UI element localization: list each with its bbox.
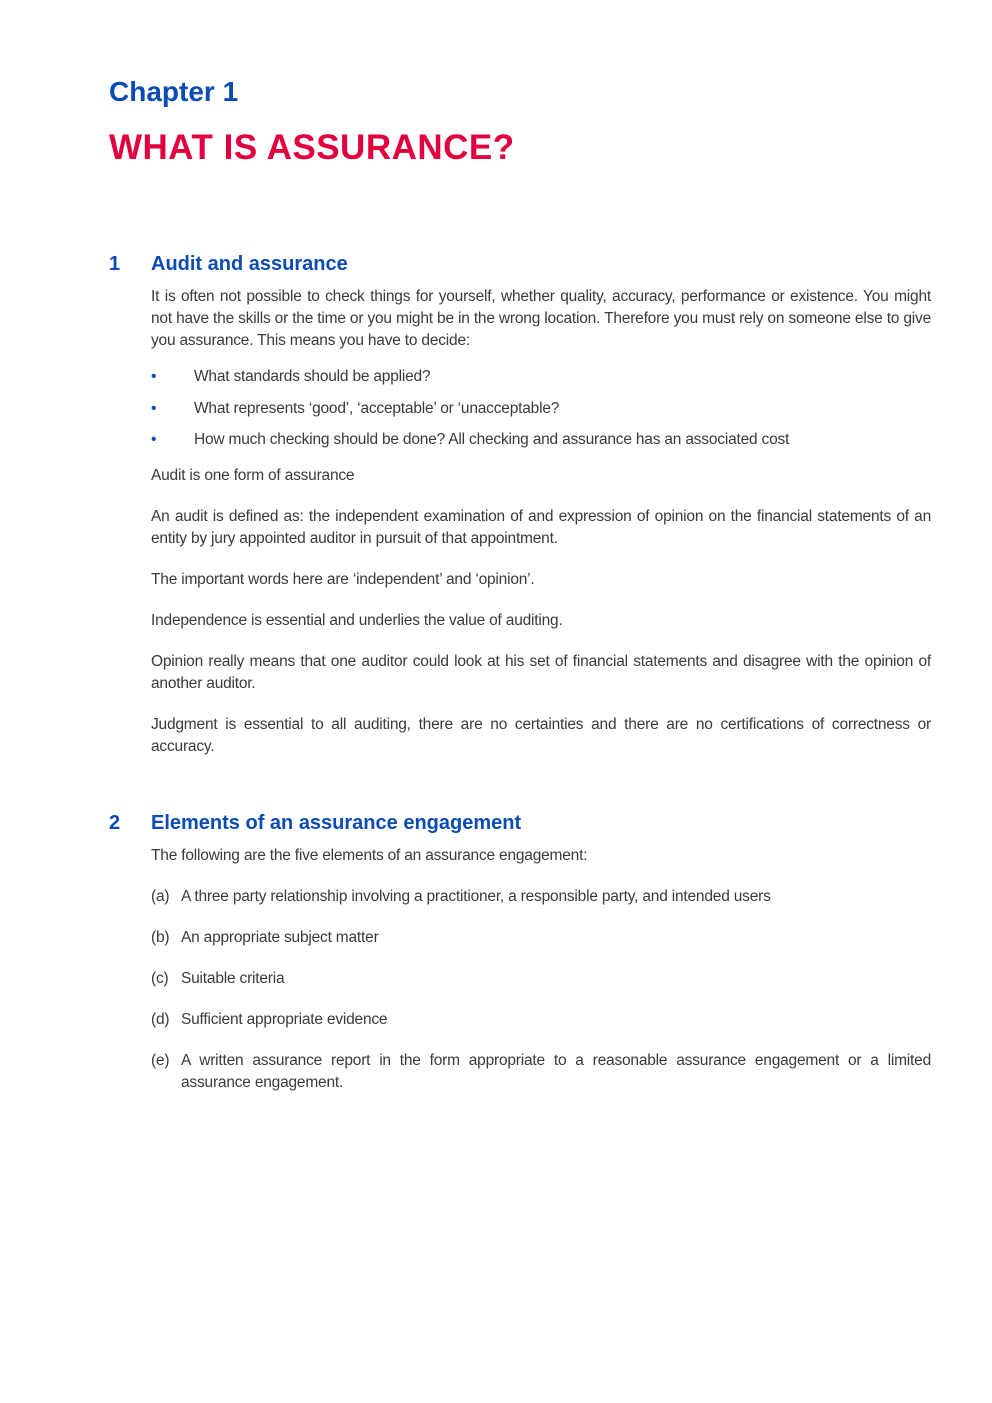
list-item <box>151 968 931 990</box>
list-item <box>151 927 931 949</box>
bullet-icon: • <box>151 400 157 417</box>
section-2-intro: The following are the five elements of an assurance engagement: <box>151 847 588 864</box>
list-text: A three party relationship involving a practitioner, a responsible party, and intended users <box>181 888 771 905</box>
list-text: An appropriate subject matter <box>181 929 379 946</box>
section-title: Elements of an assurance engagement <box>151 812 522 834</box>
section-1-intro: It is often not possible to check things for yourself, whether quality, accuracy, performance or existence. You might not have the skills or the time or you might be in the wrong location. Therefore you must rely on someone else to give you assurance. This means you have to decide: <box>151 288 931 349</box>
chapter-label: Chapter 1 <box>109 76 239 107</box>
list-marker: (d) <box>151 1011 170 1028</box>
list-text: Sufficient appropriate evidence <box>181 1011 388 1028</box>
list-marker: (a) <box>151 888 170 905</box>
list-marker: (c) <box>151 970 169 987</box>
paragraph: Audit is one form of assurance <box>151 467 355 484</box>
section-number: 1 <box>109 253 121 275</box>
bullet-icon: • <box>151 431 157 448</box>
bullet-text: What standards should be applied? <box>194 368 431 385</box>
section-number: 2 <box>109 812 121 834</box>
list-item <box>151 1009 931 1031</box>
bullet-text: What represents ‘good’, ‘acceptable’ or ‘unacceptable? <box>194 400 560 417</box>
paragraph: Opinion really means that one auditor could look at his set of financial statements and disagree with the opinion of another auditor. <box>151 653 931 692</box>
list-marker: (e) <box>151 1052 170 1069</box>
paragraph: Independence is essential and underlies the value of auditing. <box>151 612 563 629</box>
paragraph: Judgment is essential to all auditing, there are no certainties and there are no certifications of correctness or accuracy. <box>151 716 931 755</box>
paragraph: An audit is defined as: the independent examination of and expression of opinion on the financial statements of an entity by jury appointed auditor in pursuit of that appointment. <box>151 508 931 547</box>
list-item <box>151 1050 931 1094</box>
bullet-text: How much checking should be done? All checking and assurance has an associated cost <box>194 431 790 448</box>
list-marker: (b) <box>151 929 170 946</box>
list-text: A written assurance report in the form appropriate to a reasonable assurance engagement or a limited assurance engagement. <box>181 1052 931 1091</box>
chapter-title: WHAT IS ASSURANCE? <box>109 128 515 167</box>
section-title: Audit and assurance <box>151 253 348 275</box>
paragraph: The important words here are ‘independent’ and ‘opinion’. <box>151 571 535 588</box>
list-text: Suitable criteria <box>181 970 285 987</box>
bullet-icon: • <box>151 368 157 385</box>
list-item <box>151 886 931 908</box>
